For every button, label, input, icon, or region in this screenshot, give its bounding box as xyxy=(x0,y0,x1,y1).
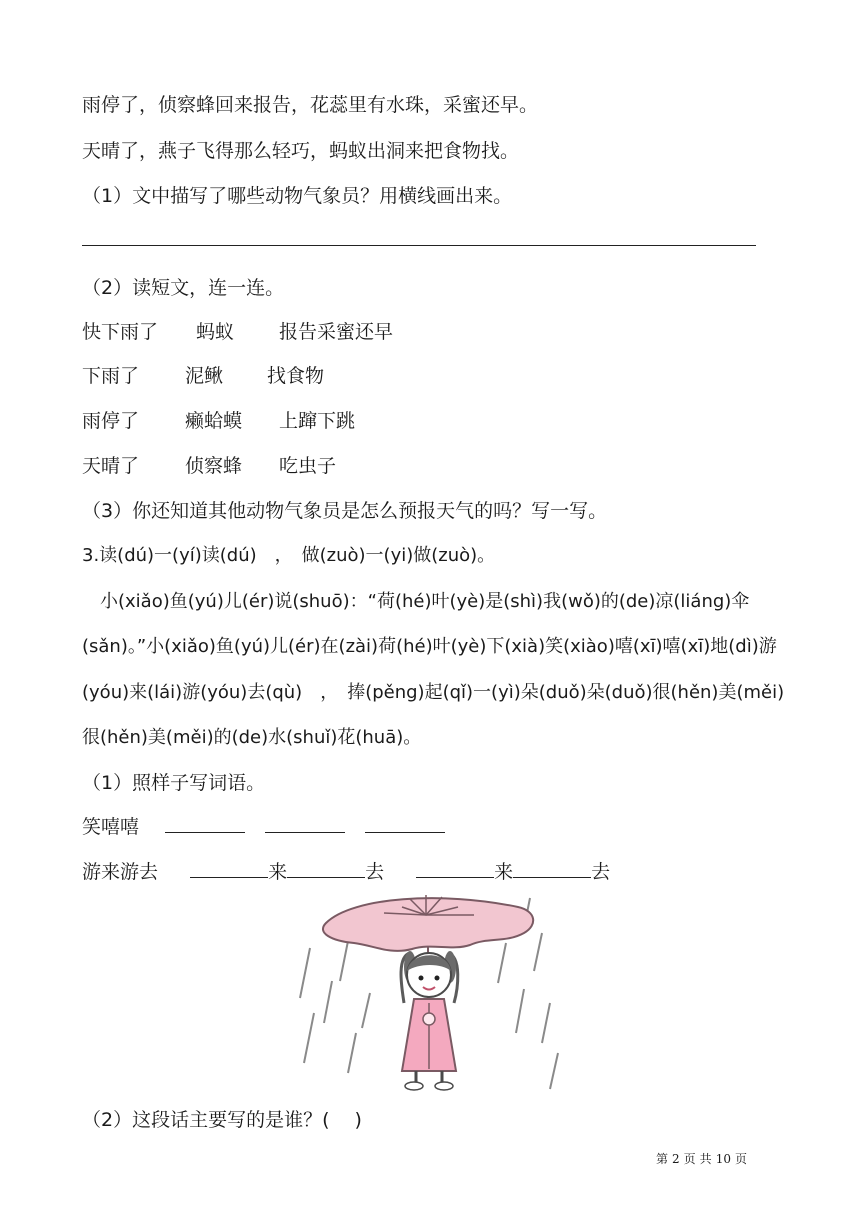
match-weather: 天晴了 xyxy=(82,455,140,477)
example-row-2 xyxy=(82,859,610,885)
blank[interactable] xyxy=(416,859,494,878)
match-animal: 蚂蚁 xyxy=(196,321,235,343)
blank[interactable] xyxy=(165,814,245,833)
question-3: （3）你还知道其他动物气象员是怎么预报天气的吗？写一写。 xyxy=(82,500,608,522)
match-weather: 下雨了 xyxy=(82,365,140,387)
current-page: 2 xyxy=(672,1152,680,1166)
match-behavior: 上蹿下跳 xyxy=(279,410,356,432)
example-row-1 xyxy=(82,814,445,840)
total-pages: 10 xyxy=(715,1152,731,1166)
blank[interactable] xyxy=(265,814,345,833)
footer-ye: 页 xyxy=(683,1152,696,1166)
passage-line: (sǎn)。”小(xiǎo)鱼(yú)儿(ér)在(zài)荷(hé)叶(yè)下(xià)笑(xiào)嘻(xī)嘻(xī)地(dì)游 xyxy=(82,636,777,657)
match-animal: 癞蛤蟆 xyxy=(185,410,243,432)
section-3-heading: 3.读(dú)一(yí)读(dú) ， 做(zuò)一(yi)做(zuò)。 xyxy=(82,545,496,566)
sub-question-2: （2）这段话主要写的是谁？( ) xyxy=(82,1109,362,1131)
match-animal: 泥鳅 xyxy=(185,365,224,387)
match-behavior: 吃虫子 xyxy=(279,455,337,477)
blank[interactable] xyxy=(365,814,445,833)
passage-line: 很(hěn)美(měi)的(de)水(shuǐ)花(huā)。 xyxy=(82,727,422,748)
match-behavior: 报告采蜜还早 xyxy=(279,321,394,343)
blank[interactable] xyxy=(190,859,268,878)
girl-with-lotus-leaf-illustration xyxy=(292,893,570,1095)
footer-di: 第 xyxy=(656,1152,669,1166)
example-word: 游来游去 xyxy=(82,861,159,883)
match-behavior: 找食物 xyxy=(267,365,325,387)
passage-line: 小(xiǎo)鱼(yú)儿(ér)说(shuō)：“荷(hé)叶(yè)是(shì)我(wǒ)的(de)凉(liáng)伞 xyxy=(82,591,750,612)
blank[interactable] xyxy=(513,859,591,878)
answer-line[interactable] xyxy=(82,245,756,246)
footer-ye2: 页 xyxy=(734,1152,747,1166)
passage-line: (yóu)来(lái)游(yóu)去(qù) ， 捧(pěng)起(qǐ)一(yì)朵(duǒ)朵(duǒ)很(hěn)美(měi) xyxy=(82,682,785,703)
page-footer xyxy=(656,1150,751,1167)
match-weather: 雨停了 xyxy=(82,410,140,432)
qu-char: 去 xyxy=(365,861,385,883)
poem-line-2: 天晴了，燕子飞得那么轻巧，蚂蚁出洞来把食物找。 xyxy=(82,140,520,162)
match-weather: 快下雨了 xyxy=(82,321,159,343)
match-animal: 侦察蜂 xyxy=(185,455,243,477)
footer-gong: 共 xyxy=(699,1152,712,1166)
question-1: （1）文中描写了哪些动物气象员？用横线画出来。 xyxy=(82,185,513,207)
lotus-leaf-umbrella xyxy=(323,898,533,951)
lai-char: 来 xyxy=(494,861,514,883)
lai-char: 来 xyxy=(268,861,288,883)
poem-line-1: 雨停了，侦察蜂回来报告，花蕊里有水珠，采蜜还早。 xyxy=(82,94,539,116)
question-2-title: （2）读短文，连一连。 xyxy=(82,277,285,299)
sub-question-1: （1）照样子写词语。 xyxy=(82,772,266,794)
girl-figure xyxy=(401,951,458,1090)
example-word: 笑嘻嘻 xyxy=(82,816,140,838)
qu-char: 去 xyxy=(591,861,611,883)
blank[interactable] xyxy=(287,859,365,878)
